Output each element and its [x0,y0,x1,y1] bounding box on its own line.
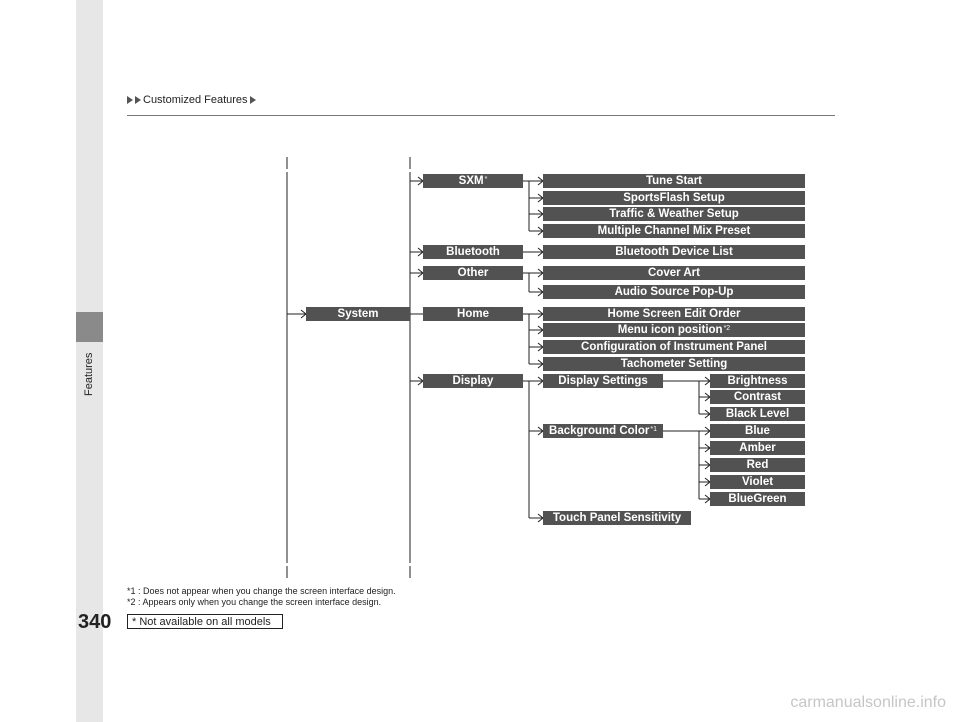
breadcrumb-label: Customized Features [143,94,248,106]
menu-audio-source-popup: Audio Source Pop-Up [543,285,805,299]
menu-background-color: Background Color $^{*1}$ [543,424,663,438]
menu-amber: Amber [710,441,805,455]
menu-configuration-instrument-panel: Configuration of Instrument Panel [543,340,805,354]
menu-bluegreen: BlueGreen [710,492,805,506]
menu-cover-art: Cover Art [543,266,805,280]
menu-red: Red [710,458,805,472]
menu-violet: Violet [710,475,805,489]
menu-other: Other [423,266,523,280]
menu-traffic-weather-setup: Traffic & Weather Setup [543,207,805,221]
not-available-note: * Not available on all models [127,614,283,629]
side-tab-label: Features [83,352,95,396]
menu-home: Home [423,307,523,321]
menu-system: System [306,307,410,321]
menu-bluetooth-device-list: Bluetooth Device List [543,245,805,259]
menu-menu-icon-position: Menu icon position $^{*2}$ [543,323,805,337]
menu-touch-panel-sensitivity: Touch Panel Sensitivity [543,511,691,525]
menu-tachometer-setting: Tachometer Setting [543,357,805,371]
menu-multiple-channel-mix-preset: Multiple Channel Mix Preset [543,224,805,238]
menu-sxm: SXM * [423,174,523,188]
watermark: carmanualsonline.info [790,694,946,711]
menu-display-settings: Display Settings [543,374,663,388]
menu-contrast: Contrast [710,390,805,404]
menu-bluetooth: Bluetooth [423,245,523,259]
menu-sportsflash-setup: SportsFlash Setup [543,191,805,205]
menu-tune-start: Tune Start [543,174,805,188]
menu-blue: Blue [710,424,805,438]
page-number: 340 [78,611,112,633]
footnotes [127,586,396,608]
menu-black-level: Black Level [710,407,805,421]
menu-home-screen-edit-order: Home Screen Edit Order [543,307,805,321]
menu-display: Display [423,374,523,388]
footnote-1: *1 : Does not appear when you change the screen interface design. [127,586,396,596]
footnote-2: *2 : Appears only when you change the screen interface design. [127,597,382,607]
menu-brightness: Brightness [710,374,805,388]
